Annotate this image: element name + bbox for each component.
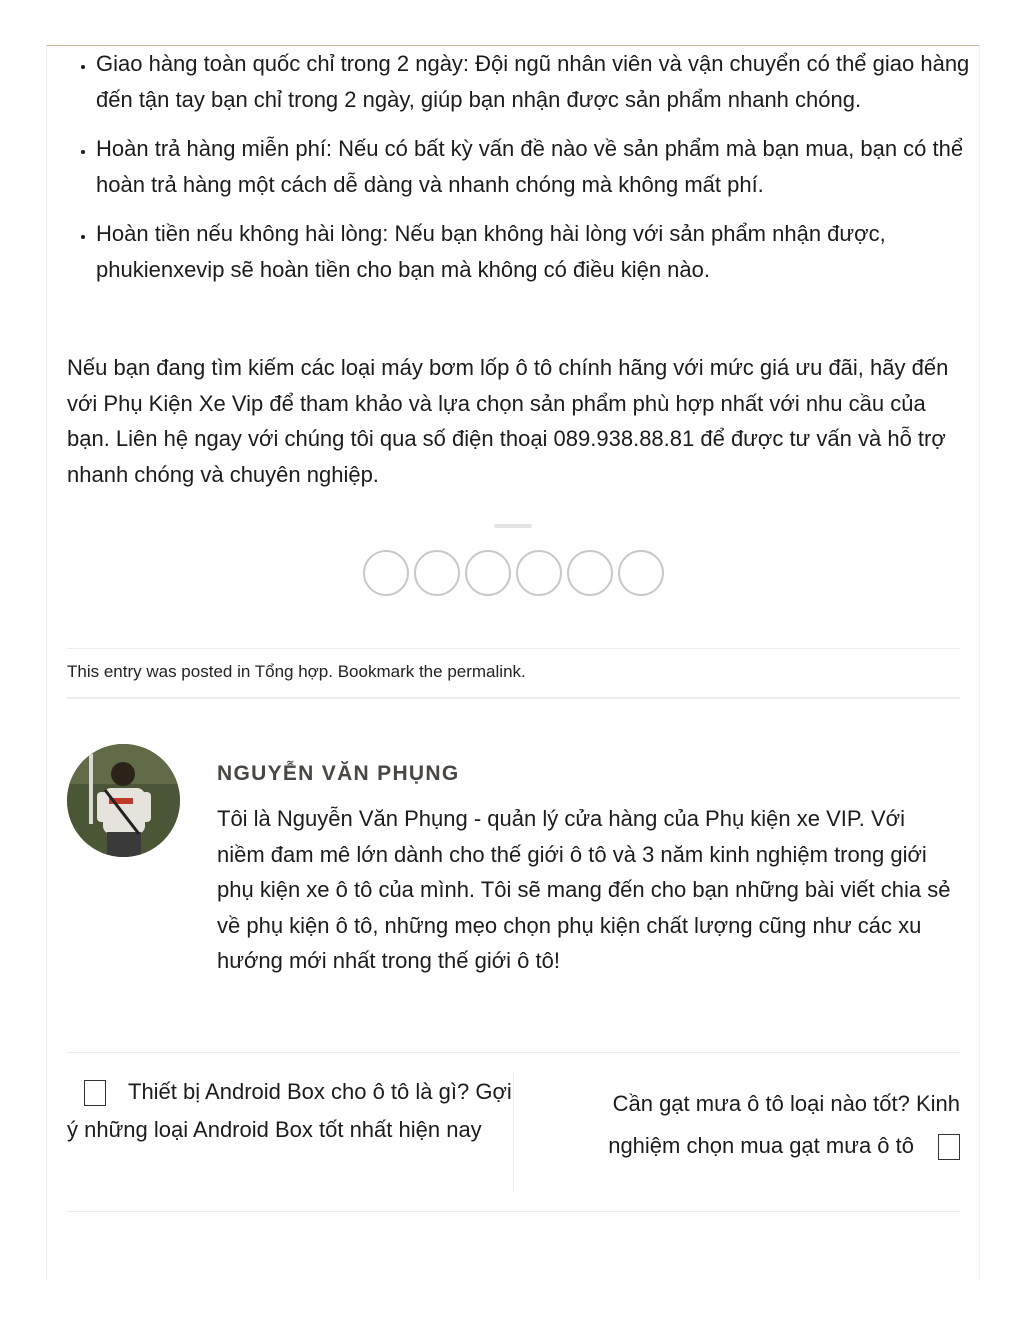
facebook-icon[interactable] [363, 550, 409, 596]
arrow-right-icon [938, 1134, 960, 1160]
tumblr-icon[interactable] [618, 550, 664, 596]
entry-meta [67, 648, 960, 699]
pinterest-icon[interactable] [516, 550, 562, 596]
linkedin-icon[interactable] [567, 550, 613, 596]
benefits-list [67, 46, 989, 301]
twitter-icon[interactable] [414, 550, 460, 596]
share-buttons [363, 550, 664, 596]
meta-middle: . Bookmark the [328, 662, 448, 681]
permalink-link[interactable]: permalink [447, 662, 522, 681]
meta-suffix: . [521, 662, 526, 681]
next-post-link[interactable] [547, 1083, 960, 1167]
divider [494, 524, 532, 528]
category-link[interactable]: Tổng hợp [254, 662, 329, 681]
post-navigation [67, 1052, 960, 1212]
list-item: • Hoàn trả hàng miễn phí: Nếu có bất kỳ vấn đề nào về sản phẩm mà bạn mua, bạn có thể hoàn trả hàng một cách dễ dàng và nhanh chóng mà không mất phí. [96, 131, 989, 202]
closing-paragraph: Nếu bạn đang tìm kiếm các loại máy bơm lốp ô tô chính hãng với mức giá ưu đãi, hãy đến với Phụ Kiện Xe Vip để tham khảo và lựa chọn sản phẩm phù hợp nhất với nhu cầu của bạn. Liên hệ ngay với chúng tôi qua số điện thoại 089.938.88.81 để được tư vấn và hỗ trợ nhanh chóng và chuyên nghiệp. [67, 355, 949, 487]
next-post-title: Cần gạt mưa ô tô loại nào tốt? Kinh nghiệm chọn mua gạt mưa ô tô [608, 1091, 960, 1158]
avatar-photo [67, 744, 180, 857]
arrow-left-icon [84, 1080, 106, 1106]
list-item: • Giao hàng toàn quốc chỉ trong 2 ngày: Đội ngũ nhân viên và vận chuyển có thể giao hàng đến tận tay bạn chỉ trong 2 ngày, giúp bạn nhận được sản phẩm nhanh chóng. [96, 46, 989, 117]
author-name: NGUYỄN VĂN PHỤNG [217, 762, 460, 785]
content-container [46, 45, 980, 1281]
avatar [67, 744, 180, 857]
prev-post-link[interactable] [67, 1073, 514, 1193]
email-icon[interactable] [465, 550, 511, 596]
prev-post-title: Thiết bị Android Box cho ô tô là gì? Gợi ý những loại Android Box tốt nhất hiện nay [67, 1079, 512, 1142]
list-item: • Hoàn tiền nếu không hài lòng: Nếu bạn không hài lòng với sản phẩm nhận được, phukienxevip sẽ hoàn tiền cho bạn mà không có điều kiện nào. [96, 216, 989, 287]
author-bio: Tôi là Nguyễn Văn Phụng - quản lý cửa hàng của Phụ kiện xe VIP. Với niềm đam mê lớn dành cho thế giới ô tô và 3 năm kinh nghiệm trong giới phụ kiện xe ô tô của mình. Tôi sẽ mang đến cho bạn những bài viết chia sẻ về phụ kiện ô tô, những mẹo chọn phụ kiện chất lượng cũng như các xu hướng mới nhất trong thế giới ô tô! [217, 806, 951, 973]
meta-prefix: This entry was posted in [67, 662, 255, 681]
